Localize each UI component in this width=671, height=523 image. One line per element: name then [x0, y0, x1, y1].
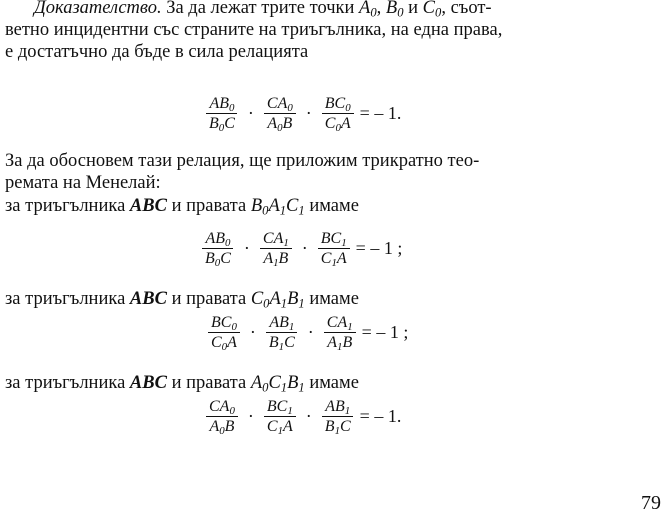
point-c0: $C_0$ — [422, 0, 442, 20]
menelaus-equation-1: $\frac{AB_0}{B_0C}$ · $\frac{CA_1}{A_1B}$ · $\frac{BC_1}{C_1A}$ = – 1 ; — [200, 230, 402, 267]
statement-2: за триъгълника ABC и правата $C_0A_1B_1$ имаме — [5, 289, 359, 311]
triangle-name: ABC — [129, 196, 167, 216]
line-name: $A_0C_1B_1$ — [250, 373, 305, 395]
intro-text-1: За да лежат трите точки — [161, 0, 360, 18]
main-relation: $\frac{AB_0}{B_0C}$ · $\frac{CA_0}{A_0B}$ · $\frac{BC_0}{C_0A}$ = – 1. — [204, 95, 401, 132]
fraction: $\frac{CA_1}{A_1B}$ — [324, 314, 356, 351]
fraction: $\frac{BC_0}{C_0A}$ — [322, 95, 354, 132]
menelaus-equation-2: $\frac{BC_0}{C_0A}$ · $\frac{AB_1}{B_1C}$ · $\frac{CA_1}{A_1B}$ = – 1 ; — [206, 314, 408, 351]
page-number: 79 — [641, 492, 661, 514]
fraction: $\frac{CA_0}{A_0B}$ — [264, 95, 296, 132]
fraction: $\frac{BC_1}{C_1A}$ — [264, 398, 296, 435]
triangle-name: ABC — [129, 289, 167, 309]
proof-heading: Доказателство. — [34, 0, 162, 18]
justification-line-1: За да обосновем тази релация, ще приложим трикратно тео- — [5, 151, 480, 171]
intro-line-3: е достатъчно да бъде в сила релацията — [5, 42, 309, 62]
fraction: $\frac{AB_0}{B_0C}$ — [202, 230, 234, 267]
equation-rhs: = – 1 ; — [361, 322, 409, 342]
fraction: $\frac{BC_1}{C_1A}$ — [318, 230, 350, 267]
intro-text-2: , съот- — [441, 0, 492, 18]
fraction: $\frac{AB_0}{B_0C}$ — [206, 95, 238, 132]
equation-rhs: = – 1. — [359, 406, 402, 426]
intro-line-2: ветно инцидентни със страните на триъгълника, на една права, — [5, 20, 503, 40]
line-name: $B_0A_1C_1$ — [250, 196, 305, 218]
fraction: $\frac{AB_1}{B_1C}$ — [322, 398, 354, 435]
equation-rhs: = – 1 ; — [355, 238, 403, 258]
statement-1: за триъгълника ABC и правата $B_0A_1C_1$ имаме — [5, 196, 359, 218]
point-b0: $B_0$ — [385, 0, 404, 20]
intro-line-1: Доказателство. За да лежат трите точки $A_0$, $B_0$ и $C_0$, съот- — [34, 0, 492, 20]
justification-line-2: ремата на Менелай: — [5, 173, 161, 193]
relation-rhs: = – 1. — [359, 103, 402, 123]
fraction: $\frac{AB_1}{B_1C}$ — [266, 314, 298, 351]
fraction: $\frac{CA_1}{A_1B}$ — [260, 230, 292, 267]
statement-3: за триъгълника ABC и правата $A_0C_1B_1$ имаме — [5, 373, 359, 395]
triangle-name: ABC — [129, 373, 167, 393]
menelaus-equation-3: $\frac{CA_0}{A_0B}$ · $\frac{BC_1}{C_1A}$ · $\frac{AB_1}{B_1C}$ = – 1. — [204, 398, 401, 435]
line-name: $C_0A_1B_1$ — [250, 289, 305, 311]
fraction: $\frac{BC_0}{C_0A}$ — [208, 314, 240, 351]
point-a0: $A_0$ — [359, 0, 377, 20]
fraction: $\frac{CA_0}{A_0B}$ — [206, 398, 238, 435]
